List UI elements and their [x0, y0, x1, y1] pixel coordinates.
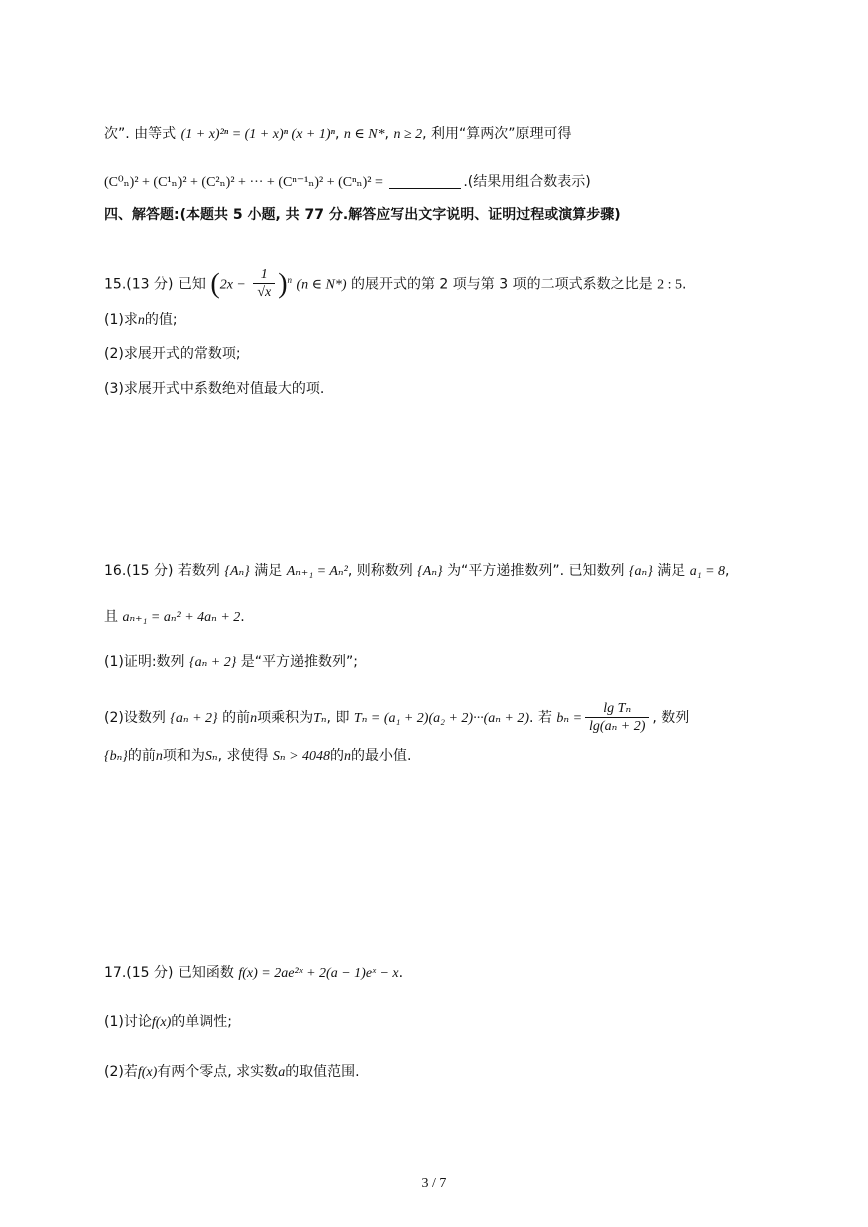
q16-b-den: lg(aₙ + 2) — [589, 718, 646, 734]
q15-frac-num: 1 — [253, 267, 275, 284]
q16-part1 — [104, 652, 358, 673]
continuation-line-1: 次”. 由等式 (1 + x)²ⁿ = (1 + x)ⁿ (x + 1)ⁿ, n ∈ N*, n ≥ 2, 利用“算两次”原理可得 — [104, 126, 572, 142]
q15-ratio: 2 : 5 — [657, 277, 682, 293]
q17-p1-pre: (1)讨论 — [104, 1014, 152, 1030]
q15-frac-den: √x — [257, 285, 272, 301]
q16-set-a: {aₙ} — [628, 564, 653, 579]
continuation-line-2 — [104, 172, 591, 193]
q15-p1-var: n — [137, 313, 145, 328]
q17-p2-a: a — [278, 1065, 286, 1080]
q17-function: f(x) = 2ae²ˣ + 2(a − 1)eˣ − x — [238, 966, 399, 981]
q16-line2-end: . — [240, 609, 245, 625]
q16-p1-pre: (1)证明:数列 — [104, 654, 185, 670]
q15-part3: (3)求展开式中系数绝对值最大的项. — [104, 381, 325, 397]
identity-formula: (1 + x)²ⁿ = (1 + x)ⁿ (x + 1)ⁿ — [180, 127, 335, 142]
q17-part2 — [104, 1062, 360, 1083]
q16-set-A: {Aₙ} — [224, 564, 250, 579]
q17-stem — [104, 963, 403, 984]
q16-stem-line1 — [104, 561, 729, 582]
q15-stem: 15.(13 分) 已知 (2x − $\frac{1}{√x}$ )$^n$ (n ∈ N*) 的展开式的第 2 项与第 3 项的二项式系数之比是 2 : 5. — [104, 267, 687, 301]
section-heading: 四、解答题:(本题共 5 小题, 共 77 分.解答应写出文字说明、证明过程或演算步骤) — [104, 207, 621, 223]
q16-rec-A: Aₙ₊₁ = Aₙ² — [286, 564, 348, 579]
continuation-suffix: 利用“算两次”原理可得 — [431, 126, 572, 142]
q17-part1 — [104, 1012, 232, 1033]
q15-label: 15.(13 分) 已知 — [104, 276, 206, 293]
q16-b-lhs: bₙ = — [556, 711, 583, 726]
q16-t5: , — [725, 563, 730, 579]
q17-p2-pre: (2)若 — [104, 1064, 138, 1080]
sum-of-squares-formula: (C⁰ₙ)² + (C¹ₙ)² + (C²ₙ)² + ··· + (Cⁿ⁻¹ₙ)² + (Cⁿₙ)² = — [104, 175, 383, 190]
q16-p2b-t4: 的 — [330, 748, 345, 764]
condition-n-ge-2: n ≥ 2 — [393, 127, 423, 142]
q16-p2-t2: 项乘积为 — [257, 710, 314, 726]
q16-p2b-n2: n — [344, 749, 352, 764]
q16-stem-line2 — [104, 607, 245, 628]
q15-expr-left: 2x − — [219, 277, 246, 293]
result-note: .(结果用组合数表示) — [463, 174, 591, 190]
q16-set-A-2: {Aₙ} — [417, 564, 443, 579]
q16-p2b-t2: 项和为 — [162, 748, 205, 764]
q17-p2-t2: 的取值范围. — [285, 1064, 360, 1080]
q15-p1-pre: (1)求 — [104, 312, 138, 328]
q17-p1-f: f(x) — [151, 1015, 172, 1030]
q16-p2-pre: (2)设数列 — [104, 710, 166, 726]
q16-p2b-t5: 的最小值. — [351, 748, 412, 764]
q17-p2-f: f(x) — [137, 1065, 158, 1080]
q15-power: n — [287, 275, 293, 285]
q16-b-num: lg Tₙ — [585, 701, 649, 718]
q16-label: 16.(15 分) 若数列 — [104, 563, 220, 579]
q16-part2-line1 — [104, 700, 689, 736]
q16-b-fraction — [585, 701, 649, 736]
q16-p2-t5: , 数列 — [652, 710, 690, 726]
q17-label: 17.(15 分) 已知函数 — [104, 965, 234, 981]
q17-p2-t1: 有两个零点, 求实数 — [157, 1064, 279, 1080]
q16-a1: a₁ = 8 — [689, 564, 726, 579]
q16-t1: 满足 — [254, 563, 283, 579]
q15-fraction — [253, 267, 275, 302]
q16-p2b-inequality: Sₙ > 4048 — [272, 749, 331, 764]
q16-p2-t1: 的前 — [222, 710, 251, 726]
q16-p2-t3: , 即 — [326, 710, 350, 726]
q16-p2b-n: n — [155, 749, 163, 764]
answer-blank[interactable] — [389, 174, 461, 189]
q16-rec-a: aₙ₊₁ = aₙ² + 4aₙ + 2 — [122, 610, 241, 625]
q16-p2b-set: {bₙ} — [104, 749, 128, 764]
q16-p1-set: {aₙ + 2} — [189, 655, 237, 670]
q16-part2-line2 — [104, 746, 412, 767]
page-number: 3 / 7 — [421, 1176, 447, 1191]
q16-p2b-t1: 的前 — [127, 748, 156, 764]
q15-part2: (2)求展开式的常数项; — [104, 346, 241, 362]
q15-end: . — [681, 276, 687, 293]
continuation-prefix: 次”. 由等式 — [104, 126, 177, 142]
q16-p2b-S: Sₙ — [204, 749, 218, 764]
q16-p2-T: Tₙ — [313, 711, 327, 726]
q17-end: . — [398, 965, 404, 981]
q16-p2-n: n — [250, 711, 258, 726]
q16-p2-set: {aₙ + 2} — [170, 711, 218, 726]
q15-condition: (n ∈ N*) — [296, 277, 347, 293]
q16-t2: , 则称数列 — [347, 563, 413, 579]
q15-tail: 的展开式的第 2 项与第 3 项的二项式系数之比是 — [350, 276, 653, 293]
q16-p1-tail: 是“平方递推数列”; — [240, 654, 359, 670]
q16-p2b-t3: , 求使得 — [217, 748, 269, 764]
q15-part1 — [104, 310, 178, 331]
q16-p2-t4: . 若 — [529, 710, 552, 726]
q17-p1-tail: 的单调性; — [171, 1014, 232, 1030]
q16-line2-pre: 且 — [104, 609, 118, 625]
q16-p2-product: Tₙ = (a₁ + 2)(a₂ + 2)···(aₙ + 2) — [353, 711, 530, 726]
q15-p1-tail: 的值; — [144, 312, 178, 328]
condition-n-in-N: n ∈ N* — [343, 127, 385, 142]
q16-t4: 满足 — [657, 563, 686, 579]
q16-t3: 为“平方递推数列”. 已知数列 — [447, 563, 625, 579]
